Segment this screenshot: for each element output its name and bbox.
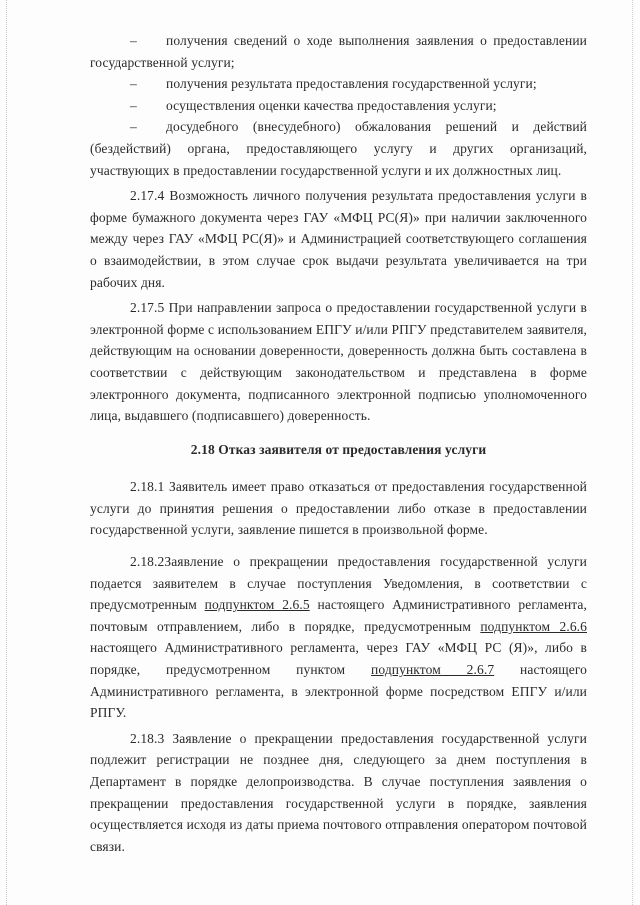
subclause-link-2-6-7[interactable]: подпунктом 2.6.7 [371, 662, 495, 678]
list-item-text: получения сведений о ходе выполнения заявления о предоставлении государственной услуги; [90, 33, 587, 70]
list-dash: – [130, 33, 137, 48]
paragraph-text: настоящего Административного регламента, почтовым отправлением, либо в порядке, предусмотренным [90, 597, 587, 634]
document-body [90, 30, 587, 857]
subclause-link-2-6-6[interactable]: подпунктом 2.6.6 [480, 618, 587, 634]
paragraph-2-17-5: 2.17.5 При направлении запроса о предоставлении государственной услуги в электронной форме с использованием ЕПГУ и/или РПГУ представителем заявителя, действующим на основании доверенности, доверенность должна быть составлена в соответствии с действующим законодательством и представлена в форме электронного документа, подписанного электронной подписью уполномоченного лица, выдавшего (подписавшего) доверенность. [90, 300, 587, 424]
paragraph-2-18-2 [90, 551, 587, 724]
section-heading-2-18: 2.18 Отказ заявителя от предоставления услуги [190, 441, 487, 457]
paragraph-2-18-3: 2.18.3 Заявление о прекращении предоставления государственной услуги подлежит регистрации не позднее дня, следующего за днем поступления в Департамент в порядке делопроизводства. В случае поступления заявления о прекращении предоставления государственной услуги в порядке, заявления осуществляется исходя из даты приема почтового отправления оператором почтовой связи. [90, 730, 587, 854]
list-dash: – [130, 119, 137, 135]
scan-edge-left [6, 0, 8, 905]
paragraph-2-18-1: 2.18.1 Заявитель имеет право отказаться от предоставления государственной услуги до принятия решения о предоставлении либо отказе в предоставлении государственной услуги, заявление пишется в произвольной форме. [90, 479, 587, 538]
list-item [90, 95, 587, 117]
list-dash: – [130, 76, 137, 92]
list-item-text: досудебного (внесудебного) обжалования решений и действий (бездействий) органа, предоставляющего услугу и других организаций, участвующих в предоставлении государственной услуги и их должностных лиц. [90, 119, 587, 178]
list-item-text: получения результата предоставления государственной услуги; [166, 76, 537, 92]
paragraph-text: настоящего Административного регламента, в электронной форме посредством ЕПГУ и/или РПГУ. [90, 662, 587, 721]
subclause-link-2-6-5[interactable]: подпунктом 2.6.5 [204, 597, 310, 613]
list-item-text: осуществления оценки качества предоставления услуги; [166, 97, 497, 113]
list-item [90, 116, 587, 181]
list-item [90, 73, 587, 95]
list-item [90, 30, 587, 73]
scan-edge-right [632, 0, 634, 905]
paragraph-text: 2.18.2Заявление о прекращении предоставления государственной услуги подается заявителем в случае поступления Уведомления, в соответствии с предусмотренным [90, 554, 587, 613]
paragraph-2-17-4: 2.17.4 Возможность личного получения результата предоставления услуги в форме бумажного документа через ГАУ «МФЦ РС(Я)» при наличии заключенного между через ГАУ «МФЦ РС(Я)» и Администрацией соответствующего соглашения о взаимодействии, в этом случае срок выдачи результата увеличивается на три рабочих дня. [90, 188, 587, 290]
list-dash: – [130, 97, 137, 113]
paragraph-text: настоящего Административного регламента, через ГАУ «МФЦ РС (Я)», либо в порядке, предусмотренном пунктом [90, 640, 587, 678]
